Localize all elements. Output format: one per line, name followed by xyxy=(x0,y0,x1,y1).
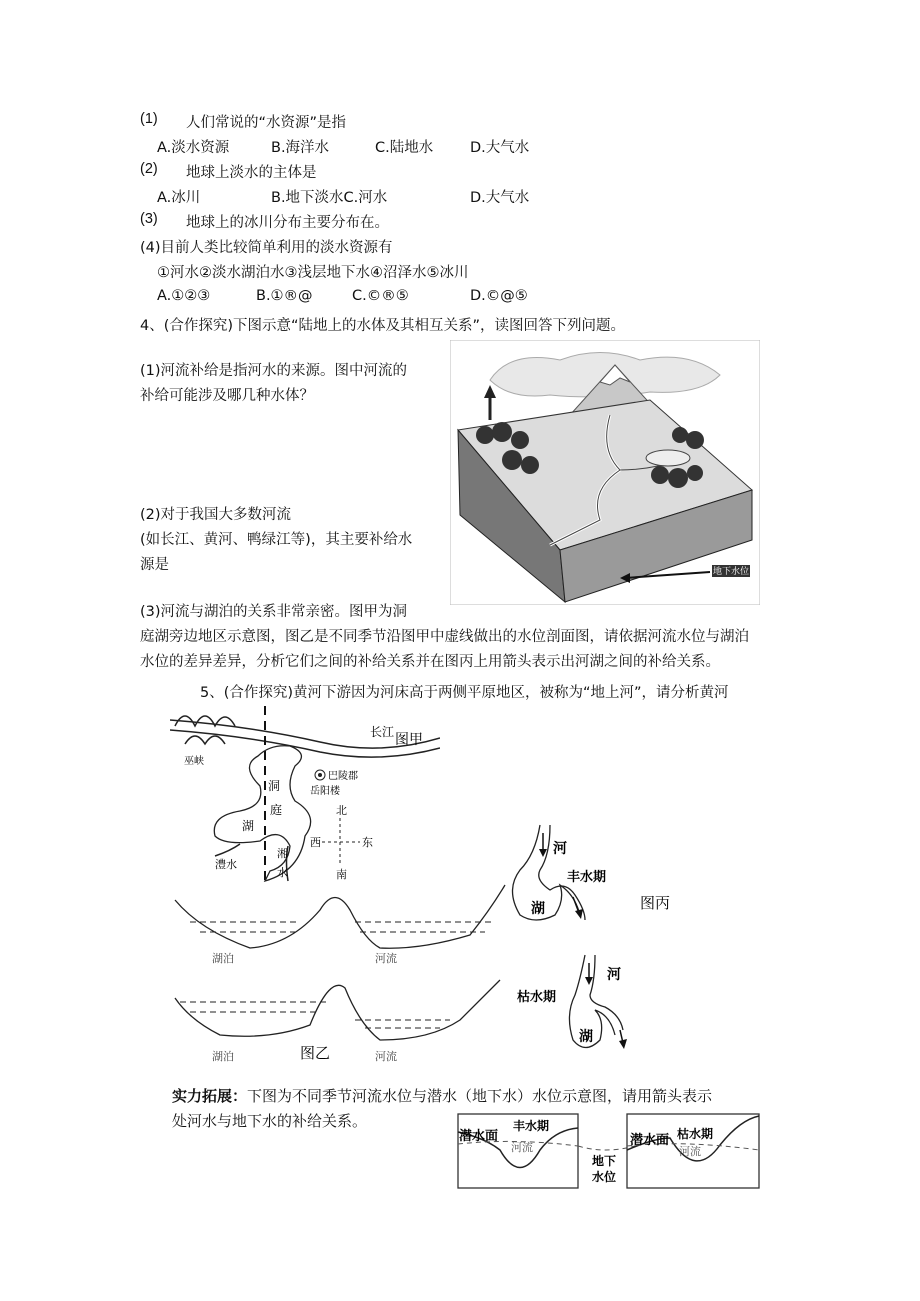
profile-lower-river-label: 河流 xyxy=(375,1050,397,1063)
profile-lower-lake-label: 湖泊 xyxy=(212,1050,234,1063)
section4-p3-line3: 水位的差异差异，分析它们之间的补给关系并在图丙上用箭头表示出河湖之间的补给关系。 xyxy=(140,654,720,670)
map-label-zishui: 澧水 xyxy=(215,858,237,871)
compass-north: 北 xyxy=(336,804,347,817)
profile-yi-title: 图乙 xyxy=(300,1044,331,1062)
q4-items: ①河水②淡水湖泊水③浅层地下水④沼泽水⑤冰川 xyxy=(157,265,469,281)
diagram-bing xyxy=(495,815,695,1060)
q4-option-a: A.①②③ xyxy=(157,288,211,304)
expansion-line1 xyxy=(172,1085,712,1106)
map-jia xyxy=(170,706,440,886)
profile-upper-lake-label: 湖泊 xyxy=(212,952,234,965)
section4-p3-line2: 庭湖旁边地区示意图，图乙是不同季节沿图甲中虚线做出的水位剖面图，请依据河流水位与湖泊 xyxy=(140,629,749,645)
section4-p1-line1: (1)河流补给是指河水的来源。图中河流的 xyxy=(140,363,408,379)
section5-title: 5、(合作探究)黄河下游因为河床高于两侧平原地区，被称为“地上河”，请分析黄河 xyxy=(200,685,729,701)
q2-option-d: D.大气水 xyxy=(470,190,530,206)
map-label-dong: 洞 xyxy=(268,779,281,793)
map-label-ting: 庭 xyxy=(270,803,283,817)
right-season-label: 枯水期 xyxy=(677,1127,714,1141)
expansion-text1: 下图为不同季节河流水位与潜水（地下水）水位示意图，请用箭头表示 xyxy=(247,1087,713,1105)
q1-option-d: D.大气水 xyxy=(470,140,530,156)
map-jia-title: 图甲 xyxy=(395,732,423,748)
q4-option-c: C.©®⑤ xyxy=(352,288,409,304)
q2-option-a: A.冰川 xyxy=(157,190,201,206)
q1-number: (1) xyxy=(140,111,158,127)
section4-p3-line1: (3)河流与湖泊的关系非常亲密。图甲为洞 xyxy=(140,604,408,620)
q2-option-b: B.地下淡水C.河水 xyxy=(271,190,388,206)
right-water-table-label: 潜水面 xyxy=(630,1133,670,1148)
q1-stem: 人们常说的“水资源”是指 xyxy=(186,115,347,131)
compass-south: 南 xyxy=(336,868,347,881)
section4-p2-line3: 源是 xyxy=(140,557,169,573)
map-label-yueyang: 岳阳楼 xyxy=(310,786,340,797)
map-label-hu: 湖 xyxy=(242,819,255,833)
q4-option-d: D.©@⑤ xyxy=(470,288,528,304)
q4-stem: (4)目前人类比较简单利用的淡水资源有 xyxy=(140,240,393,256)
q1-option-b: B.海洋水 xyxy=(271,140,330,156)
expansion-label: 实力拓展： xyxy=(172,1087,248,1105)
right-river-label: 河流 xyxy=(679,1145,701,1158)
q3-stem: 地球上的冰川分布主要分布在。 xyxy=(186,215,389,231)
map-label-xiang: 湘 xyxy=(277,847,288,860)
middle-label-line2: 水位 xyxy=(592,1170,617,1184)
bing-wet-river-label: 河 xyxy=(553,841,567,857)
bing-dry-river-label: 河 xyxy=(607,967,621,983)
q4-option-b: B.①®@ xyxy=(256,288,313,304)
map-label-shui: 水 xyxy=(277,866,288,879)
profile-yi xyxy=(170,870,510,1070)
map-label-changjiang: 长江 xyxy=(370,725,395,739)
left-river-label: 河流 xyxy=(511,1141,533,1154)
middle-label-line1: 地下 xyxy=(592,1154,617,1168)
expansion-line2: 处河水与地下水的补给关系。 xyxy=(172,1112,368,1130)
q1-option-a: A.淡水资源 xyxy=(157,140,230,156)
map-label-baling: 巴陵郡 xyxy=(328,771,358,782)
section4-title: 4、(合作探究)下图示意“陆地上的水体及其相互关系”，读图回答下列问题。 xyxy=(140,318,626,334)
compass-east: 东 xyxy=(362,836,373,849)
bing-wet-lake-label: 湖 xyxy=(531,901,545,917)
map-label-wuxia: 巫峡 xyxy=(184,756,204,767)
left-season-label: 丰水期 xyxy=(513,1119,550,1133)
diagram-bing-title: 图丙 xyxy=(640,894,671,912)
groundwater-level-label: 地下水位 xyxy=(712,567,750,577)
section4-p1-line2: 补给可能涉及哪几种水体？ xyxy=(140,388,314,404)
q3-number: (3) xyxy=(140,211,158,227)
q2-number: (2) xyxy=(140,161,158,177)
q2-stem: 地球上淡水的主体是 xyxy=(186,165,317,181)
section4-p2-line2: (如长江、黄河、鸭绿江等)，其主要补给水 xyxy=(140,532,413,548)
groundwater-diagram xyxy=(455,1110,765,1192)
left-water-table-label: 潜水面 xyxy=(459,1129,499,1144)
section4-p2-line1: (2)对于我国大多数河流 xyxy=(140,507,292,523)
profile-upper-river-label: 河流 xyxy=(375,952,397,965)
q1-option-c: C.陆地水 xyxy=(375,140,434,156)
land-water-block-diagram xyxy=(450,340,760,605)
bing-dry-season-label: 枯水期 xyxy=(517,990,557,1005)
bing-dry-lake-label: 湖 xyxy=(579,1029,593,1045)
compass-west: 西 xyxy=(310,836,321,849)
bing-wet-season-label: 丰水期 xyxy=(567,870,607,885)
